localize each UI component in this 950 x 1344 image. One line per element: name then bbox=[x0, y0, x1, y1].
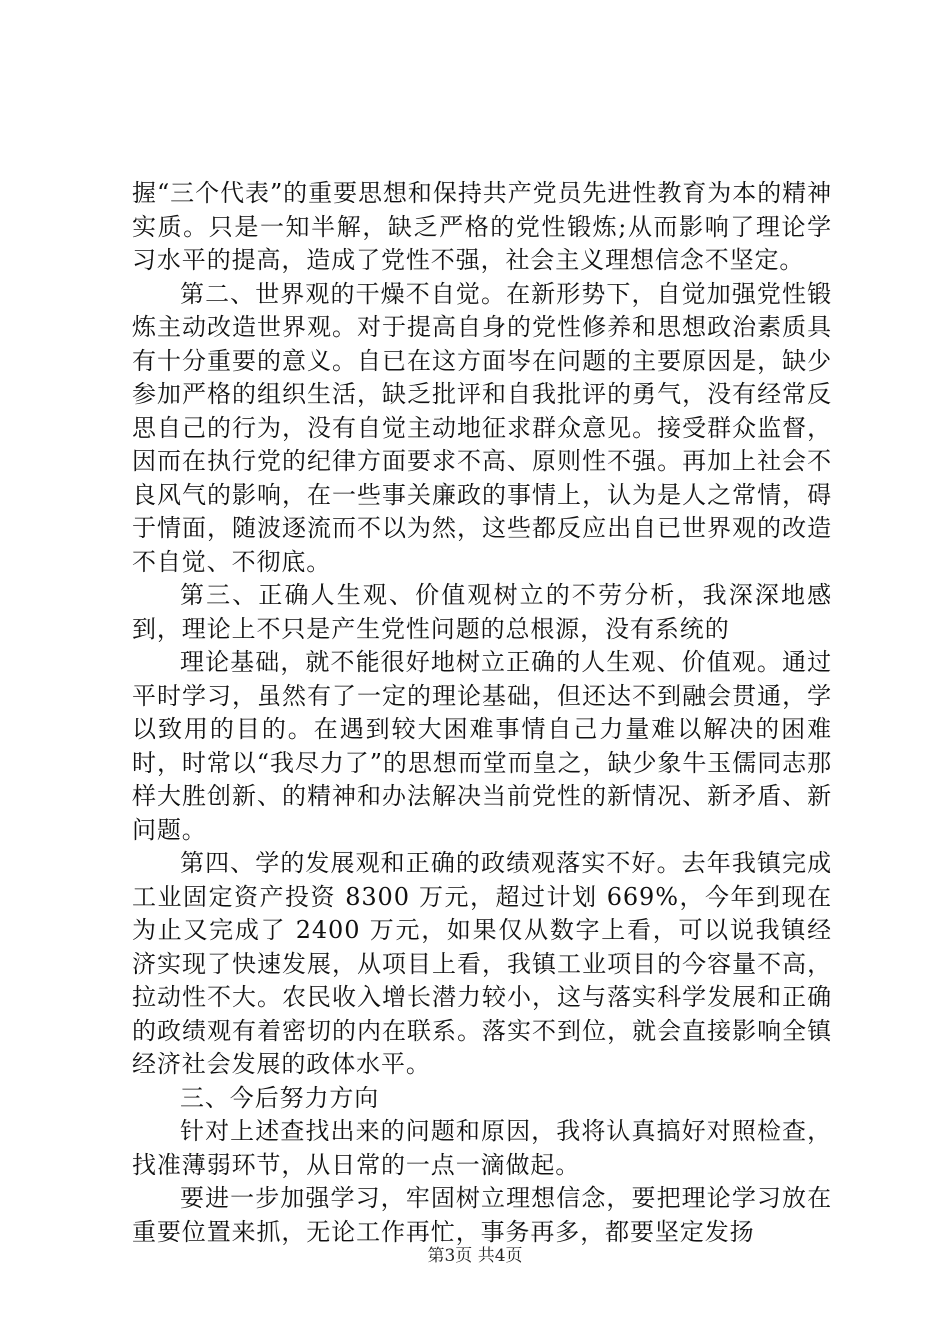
paragraph-1: 握“三个代表”的重要思想和保持共产党员先进性教育为本的精神实质。只是一知半解，缺乏严格的党性锻炼;从而影响了理论学习水平的提高，造成了党性不强，社会主义理想信念不坚定。 bbox=[132, 179, 832, 274]
paragraph-3: 第三、正确人生观、价值观树立的不劳分析，我深深地感到，理论上不只是产生党性问题的总根源，没有系统的 bbox=[132, 581, 832, 643]
paragraph-4: 理论基础，就不能很好地树立正确的人生观、价值观。通过平时学习，虽然有了一定的理论基础，但还达不到融会贯通，学以致用的目的。在遇到较大困难事情自己力量难以解决的困难时，时常以“我尽力了”的思想而堂而皇之，缺少象牛玉儒同志那样大胜创新、的精神和办法解决当前党性的新情况、新矛盾、新问题。 bbox=[132, 648, 832, 844]
page-number-footer: 第3页 共4页 bbox=[427, 1246, 523, 1266]
document-body bbox=[132, 177, 832, 1249]
section-heading: 三、今后努力方向 bbox=[180, 1083, 380, 1112]
paragraph-7: 要进一步加强学习，牢固树立理想信念，要把理论学习放在重要位置来抓，无论工作再忙，事务再多，都要坚定发扬 bbox=[132, 1184, 832, 1246]
paragraph-5: 第四、学的发展观和正确的政绩观落实不好。去年我镇完成工业固定资产投资 8300 万元，超过计划 669%，今年到现在为止又完成了 2400 万元，如果仅从数字上看，可以说我镇经济实现了快速发展，从项目上看，我镇工业项目的今容量不高，拉动性不大。农民收入增长潜力较小，这与落实科学发展和正确的政绩观有着密切的内在联系。落实不到位，就会直接影响全镇经济社会发展的政体水平。 bbox=[132, 849, 832, 1078]
paragraph-6: 针对上述查找出来的问题和原因，我将认真搞好对照检查，找准薄弱环节，从日常的一点一滴做起。 bbox=[132, 1117, 832, 1179]
paragraph-2: 第二、世界观的干燥不自觉。在新形势下，自觉加强党性锻炼主动改造世界观。对于提高自身的党性修养和思想政治素质具有十分重要的意义。自已在这方面岑在问题的主要原因是，缺少参加严格的组织生活，缺乏批评和自我批评的勇气，没有经常反思自己的行为，没有自觉主动地征求群众意见。接受群众监督，因而在执行党的纪律方面要求不高、原则性不强。再加上社会不良风气的影响，在一些事关廉政的事情上，认为是人之常情，碍于情面，随波逐流而不以为然，这些都反应出自已世界观的改造不自觉、不彻底。 bbox=[132, 279, 832, 576]
